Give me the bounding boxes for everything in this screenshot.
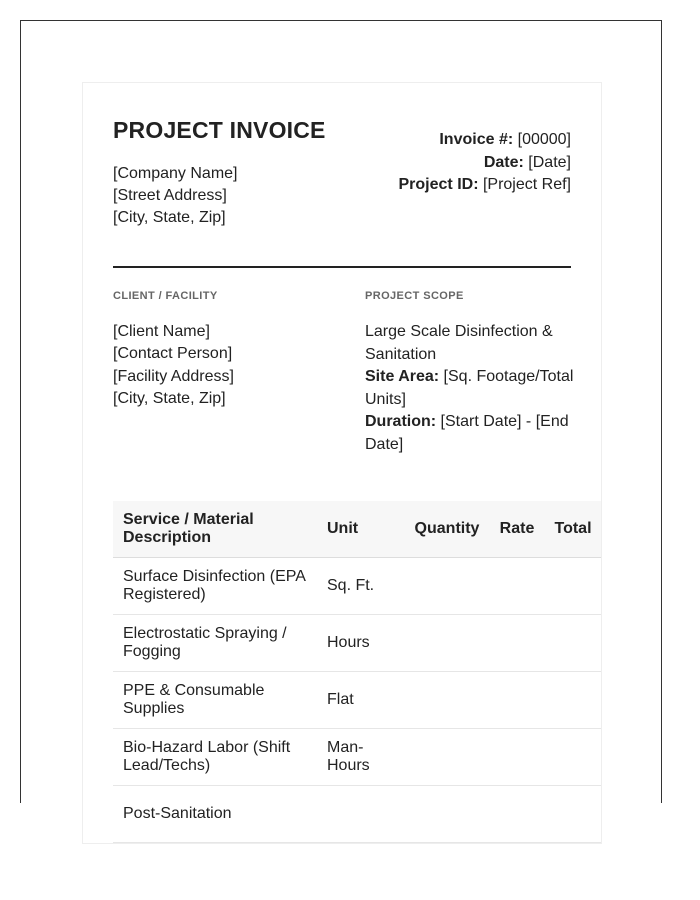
project-id-line xyxy=(399,174,572,197)
site-area-label: Site Area: xyxy=(365,368,440,385)
row-unit: Man-Hours xyxy=(317,729,405,786)
header-quantity: Quantity xyxy=(405,501,489,558)
company-info xyxy=(113,163,238,229)
invoice-date-line xyxy=(399,152,572,175)
project-id-value: [Project Ref] xyxy=(478,176,571,193)
client-address: [Facility Address] xyxy=(113,367,234,385)
project-id-label: Project ID: xyxy=(398,176,479,193)
document-viewport[interactable] xyxy=(20,20,662,822)
row-description: Surface Disinfection (EPA Registered) xyxy=(113,558,317,615)
invoice-number-label: Invoice #: xyxy=(439,131,514,148)
company-city: [City, State, Zip] xyxy=(113,209,226,226)
row-description: Electrostatic Spraying / Fogging xyxy=(113,615,317,672)
site-area-line xyxy=(365,366,575,411)
header-divider xyxy=(113,266,571,268)
row-rate xyxy=(489,558,545,615)
invoice-number-value: [00000] xyxy=(513,131,571,148)
company-name: [Company Name] xyxy=(113,165,238,182)
table-row xyxy=(113,729,601,786)
invoice-number-line xyxy=(399,129,572,152)
row-quantity xyxy=(405,558,489,615)
client-city: [City, State, Zip] xyxy=(113,389,226,407)
client-name: [Client Name] xyxy=(113,323,210,340)
row-unit: Hours xyxy=(317,615,405,672)
row-quantity xyxy=(405,786,489,843)
row-rate xyxy=(489,672,545,729)
scope-section-label: PROJECT SCOPE xyxy=(365,290,464,302)
row-quantity xyxy=(405,729,489,786)
row-quantity xyxy=(405,615,489,672)
site-area-value: [Sq. Footage/Total Units] xyxy=(365,368,574,408)
row-total xyxy=(545,672,601,729)
row-unit: Sq. Ft. xyxy=(317,558,405,615)
line-items-table xyxy=(113,501,601,843)
project-scope xyxy=(365,321,575,456)
table-row xyxy=(113,615,601,672)
invoice-meta xyxy=(399,129,572,197)
table-row xyxy=(113,558,601,615)
header-total: Total xyxy=(545,501,601,558)
row-description: Post-Sanitation xyxy=(113,786,317,843)
row-unit: Flat xyxy=(317,672,405,729)
header-unit: Unit xyxy=(317,501,405,558)
duration-label: Duration: xyxy=(365,413,437,430)
table-row xyxy=(113,672,601,729)
scope-description: Large Scale Disinfection & Sanitation xyxy=(365,323,553,363)
page-title: PROJECT INVOICE xyxy=(113,117,326,143)
row-description: Bio-Hazard Labor (Shift Lead/Techs) xyxy=(113,729,317,786)
duration-value: [Start Date] - [End Date] xyxy=(365,413,569,453)
table-header-row xyxy=(113,501,601,558)
invoice-page xyxy=(82,82,602,844)
row-rate xyxy=(489,615,545,672)
invoice-date-value: [Date] xyxy=(523,153,571,171)
row-total xyxy=(545,558,601,615)
row-total xyxy=(545,786,601,843)
duration-line xyxy=(365,411,575,456)
company-street: [Street Address] xyxy=(113,187,227,204)
header-description: Service / Material Description xyxy=(113,501,317,558)
header-rate: Rate xyxy=(489,501,545,558)
client-info xyxy=(113,321,234,410)
row-unit xyxy=(317,786,405,843)
client-contact: [Contact Person] xyxy=(113,345,233,363)
invoice-date-label: Date: xyxy=(483,153,524,171)
table-row xyxy=(113,786,601,843)
row-total xyxy=(545,729,601,786)
row-total xyxy=(545,615,601,672)
row-rate xyxy=(489,729,545,786)
row-description: PPE & Consumable Supplies xyxy=(113,672,317,729)
client-section-label: CLIENT / FACILITY xyxy=(113,290,218,302)
row-rate xyxy=(489,786,545,843)
row-quantity xyxy=(405,672,489,729)
